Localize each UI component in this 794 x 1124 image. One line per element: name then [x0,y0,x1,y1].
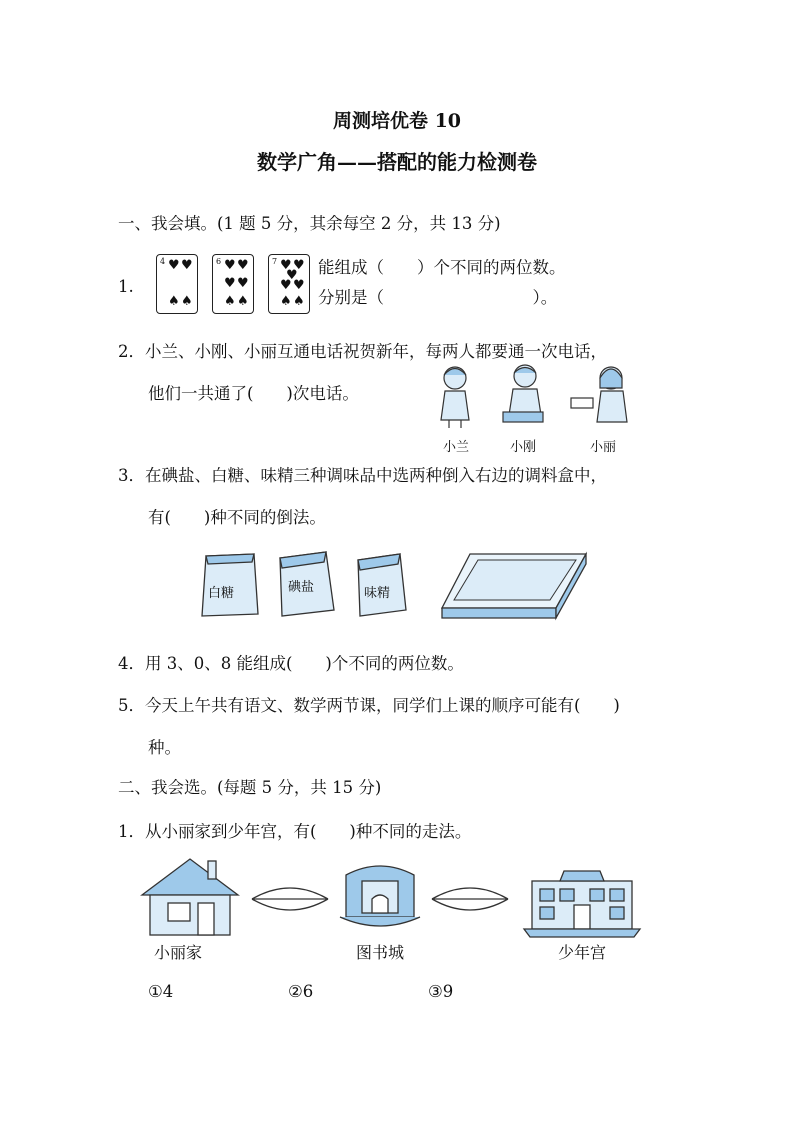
q1-line1: 能组成（ ）个不同的两位数。 [318,258,566,277]
section-1-heading: 一、我会填。(1 题 5 分，其余每空 2 分，共 13 分) [118,214,501,233]
section-2-heading: 二、我会选。(每题 5 分，共 15 分) [118,778,382,797]
option-a: ①4 [148,982,174,1001]
heart-icon: ♥ [293,278,305,293]
heart-icon: ♥ [168,258,180,273]
library-castle-icon [340,866,420,926]
route-paths-icon [252,888,328,910]
q3-line1: 3．在碘盐、白糖、味精三种调味品中选两种倒入右边的调料盒中， [118,466,607,485]
heart-icon: ♠ [224,294,236,309]
heart-icon: ♠ [280,294,292,309]
heart-icon: ♠ [293,294,305,309]
heart-icon: ♠ [237,294,249,309]
option-c: ③9 [428,982,454,1001]
heart-icon: ♠ [181,294,193,309]
heart-icon: ♥ [280,278,292,293]
heart-icon: ♥ [237,258,249,273]
place-label: 少年宫 [558,943,607,962]
seasoning-box-icon [440,550,590,622]
heart-icon: ♥ [286,268,298,283]
house-icon [142,859,238,935]
heart-icon: ♥ [293,258,305,273]
youth-palace-building-icon [524,871,640,937]
heart-icon: ♥ [181,258,193,273]
heart-icon: ♥ [280,258,292,273]
girl-on-phone-icon [441,367,469,428]
card-corner-label: 7 [272,257,278,266]
heart-icon: ♥ [224,258,236,273]
heart-icon: ♥ [224,276,236,291]
bag-label: 味精 [364,586,391,601]
q5-line1: 5．今天上午共有语文、数学两节课，同学们上课的顺序可能有( ) [118,696,620,715]
card-corner-label: 4 [160,257,166,266]
bag-label: 碘盐 [288,580,315,595]
q4-text: 4．用 3、0、8 能组成( )个不同的两位数。 [118,654,464,673]
place-label: 图书城 [356,943,405,962]
person-label: 小刚 [510,440,537,455]
card-corner-label: 6 [216,257,222,266]
girl-with-phone-icon [571,367,627,422]
boy-on-phone-icon [503,365,543,422]
heart-icon: ♠ [168,294,180,309]
person-label: 小丽 [590,440,617,455]
page-title: 周测培优卷 10 [332,110,462,132]
playing-card-4 [156,254,198,314]
page-subtitle: 数学广角——搭配的能力检测卷 [257,150,537,174]
q1-number: 1. [118,277,134,296]
q1-line2: 分别是（ ）。 [318,288,558,307]
person-label: 小兰 [443,440,470,455]
route-paths-icon [432,888,508,910]
s2-q1-text: 1．从小丽家到少年宫，有( )种不同的走法。 [118,822,472,841]
q2-line1: 2．小兰、小刚、小丽互通电话祝贺新年，每两人都要通一次电话， [118,342,607,361]
playing-card-7 [268,254,310,314]
q5-line2: 种。 [148,738,181,757]
place-label: 小丽家 [154,943,203,962]
heart-icon: ♥ [237,276,249,291]
option-b: ②6 [288,982,314,1001]
route-illustration [140,855,640,945]
playing-card-6 [212,254,254,314]
q3-line2: 有( )种不同的倒法。 [148,508,326,527]
bag-label: 白糖 [208,586,235,601]
q2-line2: 他们一共通了( )次电话。 [148,384,359,403]
